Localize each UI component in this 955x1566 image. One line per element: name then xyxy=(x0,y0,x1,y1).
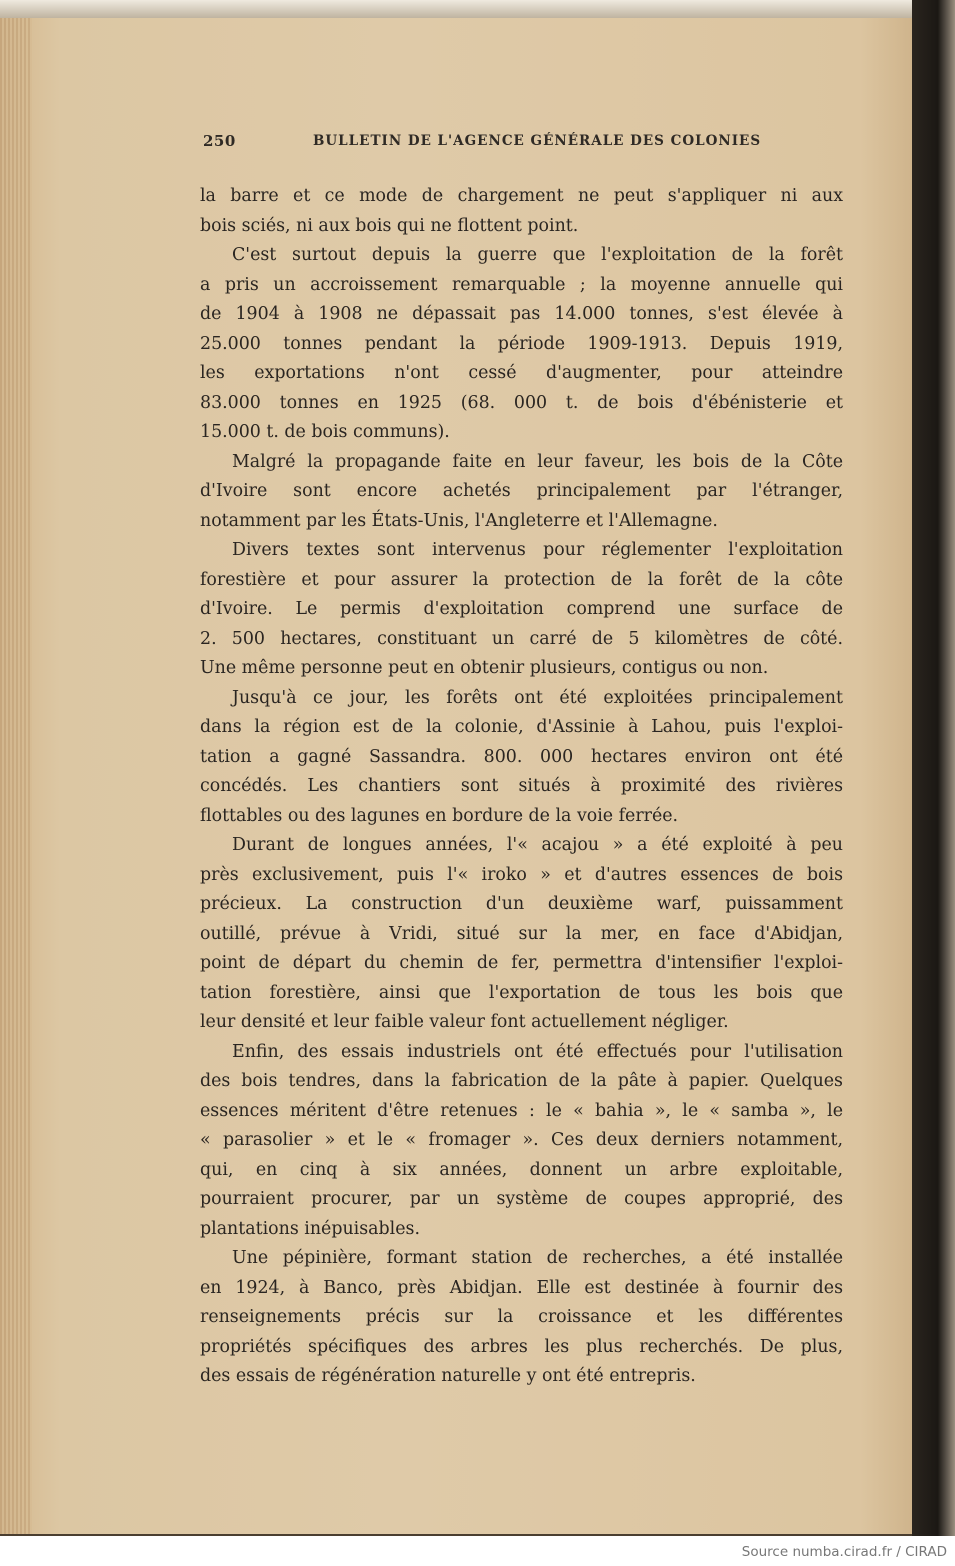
paragraph xyxy=(200,684,843,832)
text-line: a pris un accroissement remarquable ; la moyenne annuelle qui xyxy=(200,274,843,295)
text-line: leur densité et leur faible valeur font actuellement négliger. xyxy=(200,1012,729,1032)
text-line: 25.000 tonnes pendant la période 1909-1913. Depuis 1919, xyxy=(200,333,843,354)
text-line: outillé, prévue à Vridi, situé sur la mer, en face d'Abidjan, xyxy=(200,923,843,944)
text-line: flottables ou des lagunes en bordure de la voie ferrée. xyxy=(200,805,679,826)
source-credit: Source numba.cirad.fr / CIRAD xyxy=(741,1544,947,1560)
running-title: BULLETIN DE L'AGENCE GÉNÉRALE DES COLONIES xyxy=(313,133,762,149)
text-line: tation a gagné Sassandra. 800. 000 hectares environ ont été xyxy=(200,746,843,767)
paragraph xyxy=(200,831,843,1038)
book-binding-edge xyxy=(912,0,955,1536)
text-line: Une pépinière, formant station de recherches, a été installée xyxy=(232,1248,843,1268)
text-line: la barre et ce mode de chargement ne peut s'appliquer ni aux xyxy=(200,186,843,206)
paragraph xyxy=(200,182,843,241)
text-line: C'est surtout depuis la guerre que l'exploitation de la forêt xyxy=(232,245,843,265)
page-stack-edge xyxy=(0,18,32,1534)
text-line: tation forestière, ainsi que l'exportation de tous les bois que xyxy=(200,982,843,1003)
text-line: Enfin, des essais industriels ont été effectués pour l'utilisation xyxy=(232,1041,843,1062)
text-line: d'Ivoire sont encore achetés principalement par l'étranger, xyxy=(200,481,843,501)
text-line: bois sciés, ni aux bois qui ne flottent point. xyxy=(200,215,579,236)
text-line: des essais de régénération naturelle y ont été entrepris. xyxy=(200,1366,696,1386)
paragraph xyxy=(200,448,843,537)
text-line: propriétés spécifiques des arbres les plus recherchés. De plus, xyxy=(200,1336,843,1357)
text-line: 83.000 tonnes en 1925 (68. 000 t. de bois d'ébénisterie et xyxy=(200,392,843,413)
text-line: dans la région est de la colonie, d'Assinie à Lahou, puis l'exploi- xyxy=(200,717,843,737)
text-line: précieux. La construction d'un deuxième warf, puissamment xyxy=(200,894,843,914)
text-line: essences méritent d'être retenues : le « bahia », le « samba », le xyxy=(200,1100,843,1121)
paragraph xyxy=(200,536,843,684)
text-line: d'Ivoire. Le permis d'exploitation comprend une surface de xyxy=(200,599,843,619)
text-line: de 1904 à 1908 ne dépassait pas 14.000 tonnes, s'est élevée à xyxy=(200,304,843,324)
paragraph xyxy=(200,1038,843,1245)
text-line: Durant de longues années, l'« acajou » a été exploité à peu xyxy=(232,835,843,855)
text-line: des bois tendres, dans la fabrication de la pâte à papier. Quelques xyxy=(200,1071,843,1091)
text-line: renseignements précis sur la croissance et les différentes xyxy=(200,1307,843,1327)
text-line: les exportations n'ont cessé d'augmenter, pour atteindre xyxy=(200,363,843,383)
page-body-text xyxy=(200,182,843,1392)
paragraph xyxy=(200,241,843,448)
text-line: « parasolier » et le « fromager ». Ces deux derniers notamment, xyxy=(200,1130,843,1150)
text-line: concédés. Les chantiers sont situés à proximité des rivières xyxy=(200,776,843,796)
text-line: pourraient procurer, par un système de coupes approprié, des xyxy=(200,1189,843,1209)
text-line: Une même personne peut en obtenir plusieurs, contigus ou non. xyxy=(200,658,769,678)
page-number: 250 xyxy=(203,132,236,150)
text-line: qui, en cinq à six années, donnent un arbre exploitable, xyxy=(200,1159,843,1180)
text-line: notamment par les États-Unis, l'Angleterre et l'Allemagne. xyxy=(200,510,718,531)
text-line: près exclusivement, puis l'« iroko » et d'autres essences de bois xyxy=(200,864,843,885)
text-line: 2. 500 hectares, constituant un carré de 5 kilomètres de côté. xyxy=(200,628,843,649)
book-top-edge xyxy=(0,0,955,18)
text-line: en 1924, à Banco, près Abidjan. Elle est destinée à fournir des xyxy=(200,1277,843,1298)
text-line: point de départ du chemin de fer, permettra d'intensifier l'exploi- xyxy=(200,953,843,973)
text-line: 15.000 t. de bois communs). xyxy=(200,422,450,442)
text-line: plantations inépuisables. xyxy=(200,1218,420,1239)
text-line: Divers textes sont intervenus pour réglementer l'exploitation xyxy=(232,540,843,560)
text-line: Jusqu'à ce jour, les forêts ont été exploitées principalement xyxy=(232,687,843,708)
text-line: Malgré la propagande faite en leur faveur, les bois de la Côte xyxy=(232,451,843,472)
text-line: forestière et pour assurer la protection de la forêt de la côte xyxy=(200,569,843,590)
paragraph xyxy=(200,1244,843,1392)
